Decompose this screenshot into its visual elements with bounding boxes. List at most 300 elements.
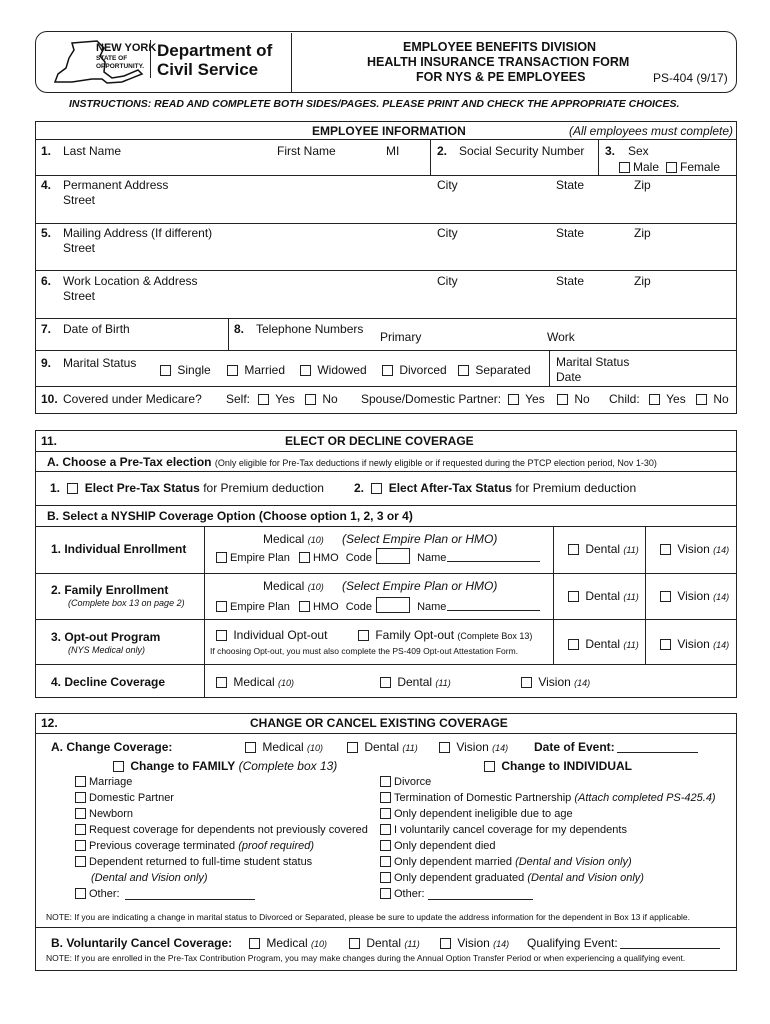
checkbox-icon — [380, 808, 391, 819]
checkbox-icon — [660, 639, 671, 650]
item-number: 4. — [41, 178, 52, 192]
child-yes-checkbox[interactable] — [649, 392, 686, 406]
item-number: 6. — [41, 274, 52, 288]
zip-field[interactable]: Zip — [634, 226, 651, 240]
aftertax-option[interactable] — [354, 481, 636, 495]
opt-out-program: 3. Opt-out Program — [51, 630, 161, 644]
marital-date-field[interactable]: Marital Status — [556, 355, 630, 369]
medical-label — [263, 532, 324, 546]
decline-vision-checkbox[interactable] — [521, 675, 590, 689]
option-number: 2. — [354, 481, 365, 495]
female-label: Female — [680, 160, 721, 174]
code-text: (14) — [713, 592, 730, 602]
option-label: Married — [244, 363, 286, 377]
checkbox-icon — [380, 888, 391, 899]
form-number: PS-404 (9/17) — [653, 71, 728, 85]
state-field[interactable]: State — [556, 274, 585, 288]
self-label: Self: — [226, 392, 251, 406]
checkbox-icon — [160, 365, 171, 376]
reason-previous-terminated[interactable] — [75, 840, 314, 852]
item-number: 5. — [41, 226, 52, 240]
decline-medical-checkbox[interactable] — [216, 675, 294, 689]
nyship-heading: B. Select a NYSHIP Coverage Option (Choose option 1, 2, 3 or 4) — [47, 509, 413, 523]
checkbox-icon — [380, 856, 391, 867]
code-label: Code — [345, 601, 373, 613]
rule — [36, 386, 736, 387]
rule — [36, 664, 736, 665]
item-number: 2. — [437, 144, 448, 158]
select-plan-note: (Select Empire Plan or HMO) — [342, 579, 498, 593]
checkbox-icon — [380, 677, 391, 688]
option-note: (Complete Box 13) — [457, 631, 533, 641]
rule — [36, 350, 736, 351]
zip-field[interactable]: Zip — [634, 178, 651, 192]
rule — [204, 527, 205, 697]
name-input[interactable] — [447, 610, 540, 611]
reason-dependent-died[interactable] — [380, 840, 496, 852]
vision-checkbox[interactable] — [660, 589, 729, 603]
dental-checkbox[interactable] — [568, 589, 639, 603]
code-input[interactable] — [376, 597, 410, 613]
divorced-checkbox[interactable] — [382, 363, 447, 377]
option-label: Vision — [677, 542, 710, 556]
vision-checkbox[interactable] — [660, 637, 729, 651]
date-of-birth-field[interactable]: Date of Birth — [63, 322, 130, 336]
option-label: Other: — [89, 888, 120, 900]
city-field[interactable]: City — [437, 274, 458, 288]
checkbox-icon — [380, 824, 391, 835]
date-of-event-input[interactable] — [617, 752, 698, 753]
street-field[interactable]: Street — [63, 289, 96, 303]
rule — [36, 526, 736, 527]
decline-dental-checkbox[interactable] — [380, 675, 451, 689]
checkbox-icon — [439, 742, 450, 753]
checkbox-icon — [371, 483, 382, 494]
checkbox-icon — [619, 162, 630, 173]
checkbox-icon — [249, 938, 260, 949]
code-text: (10) — [278, 678, 295, 688]
code-text: (11) — [623, 592, 639, 602]
cancel-dental-checkbox[interactable] — [349, 936, 420, 950]
other-input-left[interactable] — [125, 899, 255, 900]
empire-plan-checkbox[interactable] — [216, 552, 227, 563]
last-name-field[interactable]: Last Name — [63, 144, 122, 158]
checkbox-icon — [227, 365, 238, 376]
family-enrollment: 2. Family Enrollment — [51, 583, 169, 597]
medicare-label: Covered under Medicare? — [63, 392, 202, 406]
reason-marriage[interactable] — [75, 776, 132, 788]
hmo-checkbox[interactable] — [299, 552, 310, 563]
rule — [36, 573, 736, 574]
male-label: Male — [633, 160, 660, 174]
checkbox-icon — [258, 394, 269, 405]
opt-out-note: (NYS Medical only) — [68, 645, 146, 655]
change-vision-checkbox[interactable] — [439, 740, 508, 754]
checkbox-icon — [458, 365, 469, 376]
option-label: Empire Plan — [230, 552, 290, 564]
checkbox-icon — [347, 742, 358, 753]
vision-checkbox[interactable] — [660, 542, 729, 556]
code-input[interactable] — [376, 548, 410, 564]
self-no-checkbox[interactable] — [305, 392, 338, 406]
checkbox-icon — [113, 761, 124, 772]
checkbox-icon — [380, 776, 391, 787]
other-input-right[interactable] — [428, 899, 533, 900]
option-label: Termination of Domestic Partnership — [394, 792, 572, 804]
checkbox-icon — [557, 394, 568, 405]
option-label: Divorced — [399, 363, 447, 377]
change-dental-checkbox[interactable] — [347, 740, 418, 754]
employee-heading: EMPLOYEE INFORMATION — [312, 124, 466, 138]
option-label: Dental — [585, 542, 621, 556]
code-text: (10) — [307, 743, 324, 753]
option-label: Vision — [677, 589, 710, 603]
reason-request-dependents[interactable] — [75, 824, 368, 836]
checkbox-icon — [67, 483, 78, 494]
marital-change-note: NOTE: If you are indicating a change in marital status to Divorced or Separated, please be sure to update the address information for the dependent in Box 13 if applicable. — [46, 912, 691, 922]
reason-dependent-graduated[interactable] — [380, 872, 644, 884]
street-field[interactable]: Street — [63, 193, 96, 207]
primary-phone-field[interactable]: Primary — [380, 330, 422, 344]
family-optout-checkbox[interactable] — [358, 628, 532, 642]
reason-dependent-married[interactable] — [380, 856, 632, 868]
dept-line2: Civil Service — [157, 60, 259, 79]
cancel-vision-checkbox[interactable] — [440, 936, 509, 950]
mailing-address-label: Mailing Address (If different) — [63, 226, 213, 240]
state-field[interactable]: State — [556, 178, 585, 192]
dental-checkbox[interactable] — [568, 637, 639, 651]
dept-line1: Department of — [157, 41, 273, 60]
work-location-label: Work Location & Address — [63, 274, 198, 288]
code-text: (14) — [713, 545, 730, 555]
rule — [36, 505, 736, 506]
married-checkbox[interactable] — [227, 363, 285, 377]
option-label: Empire Plan — [230, 601, 290, 613]
reason-student-status[interactable] — [75, 856, 312, 868]
dental-checkbox[interactable] — [568, 542, 639, 556]
code-label: Code — [345, 552, 373, 564]
header-title2: HEALTH INSURANCE TRANSACTION FORM — [367, 55, 630, 69]
code-text: (14) — [574, 678, 591, 688]
option-label: Change to FAMILY — [130, 759, 236, 773]
checkbox-icon — [245, 742, 256, 753]
option-label: Only dependent died — [394, 840, 496, 852]
logo-line3: OPPORTUNITY. — [96, 63, 145, 70]
employee-note: (All employees must complete) — [569, 124, 734, 138]
rule — [228, 319, 229, 350]
checkbox-icon — [75, 840, 86, 851]
change-medical-checkbox[interactable] — [245, 740, 323, 754]
header-title3: FOR NYS & PE EMPLOYEES — [416, 70, 586, 84]
rule — [36, 175, 736, 176]
checkbox-icon — [300, 365, 311, 376]
reason-termination-partnership[interactable] — [380, 792, 716, 804]
checkbox-icon — [649, 394, 660, 405]
name-input[interactable] — [447, 561, 540, 562]
checkbox-icon — [568, 591, 579, 602]
item-number: 9. — [41, 356, 52, 370]
self-yes-checkbox[interactable] — [258, 392, 295, 406]
option-label: Dental — [585, 637, 621, 651]
checkbox-icon — [696, 394, 707, 405]
spouse-no-checkbox[interactable] — [557, 392, 590, 406]
option-note: (Dental and Vision only) — [527, 872, 644, 884]
pretax-program-note: NOTE: If you are enrolled in the Pre-Tax Contribution Program, you may make changes during the Annual Option Transfer Period or when experiencing a qualifying event. — [46, 953, 686, 963]
separated-checkbox[interactable] — [458, 363, 531, 377]
medical-text: Medical — [263, 532, 305, 546]
option-label: Dental — [366, 936, 402, 950]
checkbox-icon — [75, 808, 86, 819]
option-label: Dependent returned to full-time student status — [89, 856, 313, 868]
code-text: (11) — [402, 743, 418, 753]
checkbox-icon — [484, 761, 495, 772]
option-label: Divorce — [394, 776, 432, 788]
family-enrollment-note: (Complete box 13 on page 2) — [68, 598, 185, 608]
spouse-label: Spouse/Domestic Partner: — [361, 392, 502, 406]
cancel-coverage-label: B. Voluntarily Cancel Coverage: — [51, 936, 233, 950]
header-divider — [291, 33, 292, 92]
option-text: for Premium deduction — [203, 481, 324, 495]
option-note: (proof required) — [238, 840, 315, 852]
option-note: (Complete box 13) — [238, 759, 338, 773]
logo-line2: STATE OF — [96, 55, 128, 62]
option-number: 1. — [50, 481, 61, 495]
section-number: 12. — [41, 716, 58, 730]
option-label: No — [713, 392, 729, 406]
medical-label — [263, 579, 324, 593]
option-label: Medical — [233, 675, 275, 689]
male-checkbox[interactable] — [619, 160, 659, 174]
pretax-label: A. Choose a Pre-Tax election — [47, 455, 212, 469]
reason-other-right[interactable] — [380, 888, 425, 900]
checkbox-icon — [666, 162, 677, 173]
checkbox-icon — [382, 365, 393, 376]
rule — [36, 451, 736, 452]
mi-field[interactable]: MI — [386, 144, 400, 158]
empire-plan-checkbox[interactable] — [216, 601, 227, 612]
reason-divorce[interactable] — [380, 776, 431, 788]
plan-row — [216, 597, 446, 613]
change-to-family-checkbox[interactable] — [113, 759, 337, 773]
zip-field[interactable]: Zip — [634, 274, 651, 288]
option-label: Newborn — [89, 808, 134, 820]
checkbox-icon — [75, 856, 86, 867]
change-heading: CHANGE OR CANCEL EXISTING COVERAGE — [250, 716, 508, 730]
option-label: Dental — [364, 740, 400, 754]
checkbox-icon — [75, 824, 86, 835]
medical-text: Medical — [263, 579, 305, 593]
name-label: Name — [417, 552, 447, 564]
reason-ineligible-age[interactable] — [380, 808, 573, 820]
rule — [36, 927, 736, 928]
checkbox-icon — [358, 630, 369, 641]
item-number: 3. — [605, 144, 616, 158]
code-text: (14) — [713, 640, 730, 650]
rule — [36, 318, 736, 319]
spouse-yes-checkbox[interactable] — [508, 392, 545, 406]
checkbox-icon — [216, 677, 227, 688]
rule — [430, 140, 431, 175]
option-note: (Dental and Vision only) — [91, 872, 208, 884]
option-label: I voluntarily cancel coverage for my dependents — [394, 824, 627, 836]
option-label: Other: — [394, 888, 425, 900]
rule — [553, 527, 554, 664]
logo-line1: NEW YORK — [96, 42, 157, 54]
reason-voluntary-cancel[interactable] — [380, 824, 627, 836]
instructions: INSTRUCTIONS: READ AND COMPLETE BOTH SIDES/PAGES. PLEASE PRINT AND CHECK THE APPROPRIATE CHOICES. — [69, 98, 680, 110]
reason-domestic-partner[interactable] — [75, 792, 174, 804]
rule — [36, 471, 736, 472]
item-number: 10. — [41, 392, 58, 406]
state-field[interactable]: State — [556, 226, 585, 240]
option-label: Yes — [275, 392, 295, 406]
code-text: (11) — [435, 678, 451, 688]
code-text: (11) — [623, 545, 639, 555]
rule — [36, 270, 736, 271]
option-label: Family Opt-out — [375, 628, 455, 642]
option-label: Change to INDIVIDUAL — [501, 759, 633, 773]
code-text: (14) — [493, 939, 510, 949]
code-text: (10) — [311, 939, 328, 949]
rule — [36, 139, 736, 140]
qualifying-event-input[interactable] — [620, 948, 720, 949]
option-label: No — [322, 392, 338, 406]
child-no-checkbox[interactable] — [696, 392, 729, 406]
header-title1: EMPLOYEE BENEFITS DIVISION — [403, 40, 597, 54]
checkbox-icon — [660, 544, 671, 555]
reason-other-left[interactable] — [75, 888, 120, 900]
telephone-label: Telephone Numbers — [256, 322, 364, 336]
pretax-note: (Only eligible for Pre-Tax deductions if newly eligible or if requested during the PTCP election period, Nov 1-30) — [214, 458, 657, 468]
option-label: Single — [177, 363, 211, 377]
checkbox-icon — [380, 792, 391, 803]
checkbox-icon — [305, 394, 316, 405]
elect-heading: ELECT OR DECLINE COVERAGE — [285, 434, 474, 448]
ssn-field[interactable]: Social Security Number — [459, 144, 585, 158]
checkbox-icon — [508, 394, 519, 405]
option-label: Vision — [677, 637, 710, 651]
code-text: (11) — [404, 939, 420, 949]
option-label: HMO — [312, 552, 339, 564]
date-of-event-label: Date of Event: — [534, 740, 615, 754]
marital-date-label: Date — [556, 370, 582, 384]
code-text: (10) — [307, 535, 324, 545]
rule — [549, 351, 550, 386]
rule — [598, 140, 599, 175]
code-text: (14) — [492, 743, 509, 753]
cancel-medical-checkbox[interactable] — [249, 936, 327, 950]
option-label: Only dependent graduated — [394, 872, 525, 884]
option-note: (Attach completed PS-425.4) — [574, 792, 716, 804]
pretax-option[interactable] — [50, 481, 324, 495]
option-label: No — [574, 392, 590, 406]
checkbox-icon — [75, 792, 86, 803]
logo-divider — [150, 40, 151, 78]
option-label: Vision — [456, 740, 489, 754]
option-label: Request coverage for dependents not previously covered — [89, 824, 368, 836]
option-label: Individual Opt-out — [233, 628, 328, 642]
change-to-individual-checkbox[interactable] — [484, 759, 632, 773]
hmo-checkbox[interactable] — [299, 601, 310, 612]
option-label: Only dependent married — [394, 856, 513, 868]
option-label: Vision — [538, 675, 571, 689]
option-label: Widowed — [317, 363, 367, 377]
sex-label: Sex — [628, 144, 649, 158]
checkbox-icon — [75, 776, 86, 787]
marital-status-label: Marital Status — [63, 356, 137, 370]
plan-row — [216, 548, 446, 564]
checkbox-icon — [521, 677, 532, 688]
change-coverage-label: A. Change Coverage: — [51, 740, 173, 754]
option-label: Elect After-Tax Status — [388, 481, 513, 495]
work-phone-field[interactable]: Work — [547, 330, 575, 344]
name-label: Name — [417, 601, 447, 613]
street-field[interactable]: Street — [63, 241, 96, 255]
item-number: 7. — [41, 322, 52, 336]
optout-attestation-note: If choosing Opt-out, you must also complete the PS-409 Opt-out Attestation Form. — [210, 646, 519, 656]
option-label: Yes — [666, 392, 686, 406]
city-field[interactable]: City — [437, 226, 458, 240]
section-number: 11. — [41, 434, 58, 448]
child-label: Child: — [609, 392, 640, 406]
checkbox-icon — [568, 639, 579, 650]
widowed-checkbox[interactable] — [300, 363, 367, 377]
individual-optout-checkbox[interactable] — [216, 628, 327, 642]
option-label: Elect Pre-Tax Status — [84, 481, 200, 495]
female-checkbox[interactable] — [666, 160, 720, 174]
option-label: Only dependent ineligible due to age — [394, 808, 573, 820]
option-label: Separated — [475, 363, 531, 377]
option-label: Previous coverage terminated — [89, 840, 236, 852]
checkbox-icon — [349, 938, 360, 949]
option-label: Domestic Partner — [89, 792, 174, 804]
checkbox-icon — [380, 872, 391, 883]
qualifying-event-label: Qualifying Event: — [527, 936, 618, 950]
single-checkbox[interactable] — [160, 363, 211, 377]
option-label: Medical — [262, 740, 304, 754]
select-plan-note: (Select Empire Plan or HMO) — [342, 532, 498, 546]
rule — [645, 527, 646, 664]
option-note: (Dental and Vision only) — [515, 856, 632, 868]
pretax-heading — [47, 455, 657, 469]
rule — [36, 619, 736, 620]
option-label: Dental — [397, 675, 433, 689]
first-name-field[interactable]: First Name — [277, 144, 336, 158]
permanent-address-label: Permanent Address — [63, 178, 169, 192]
checkbox-icon — [660, 591, 671, 602]
reason-newborn[interactable] — [75, 808, 133, 820]
option-text: for Premium deduction — [515, 481, 637, 495]
option-label: HMO — [312, 601, 339, 613]
rule — [36, 223, 736, 224]
option-label: Marriage — [89, 776, 133, 788]
checkbox-icon — [75, 888, 86, 899]
checkbox-icon — [440, 938, 451, 949]
checkbox-icon — [568, 544, 579, 555]
individual-enrollment: 1. Individual Enrollment — [51, 542, 187, 556]
checkbox-icon — [216, 630, 227, 641]
option-label: Vision — [457, 936, 490, 950]
code-text: (11) — [623, 640, 639, 650]
option-label: Dental — [585, 589, 621, 603]
option-label: Medical — [266, 936, 308, 950]
item-number: 1. — [41, 144, 52, 158]
code-text: (10) — [307, 582, 324, 592]
item-number: 8. — [234, 322, 245, 336]
city-field[interactable]: City — [437, 178, 458, 192]
rule — [36, 733, 736, 734]
checkbox-icon — [380, 840, 391, 851]
